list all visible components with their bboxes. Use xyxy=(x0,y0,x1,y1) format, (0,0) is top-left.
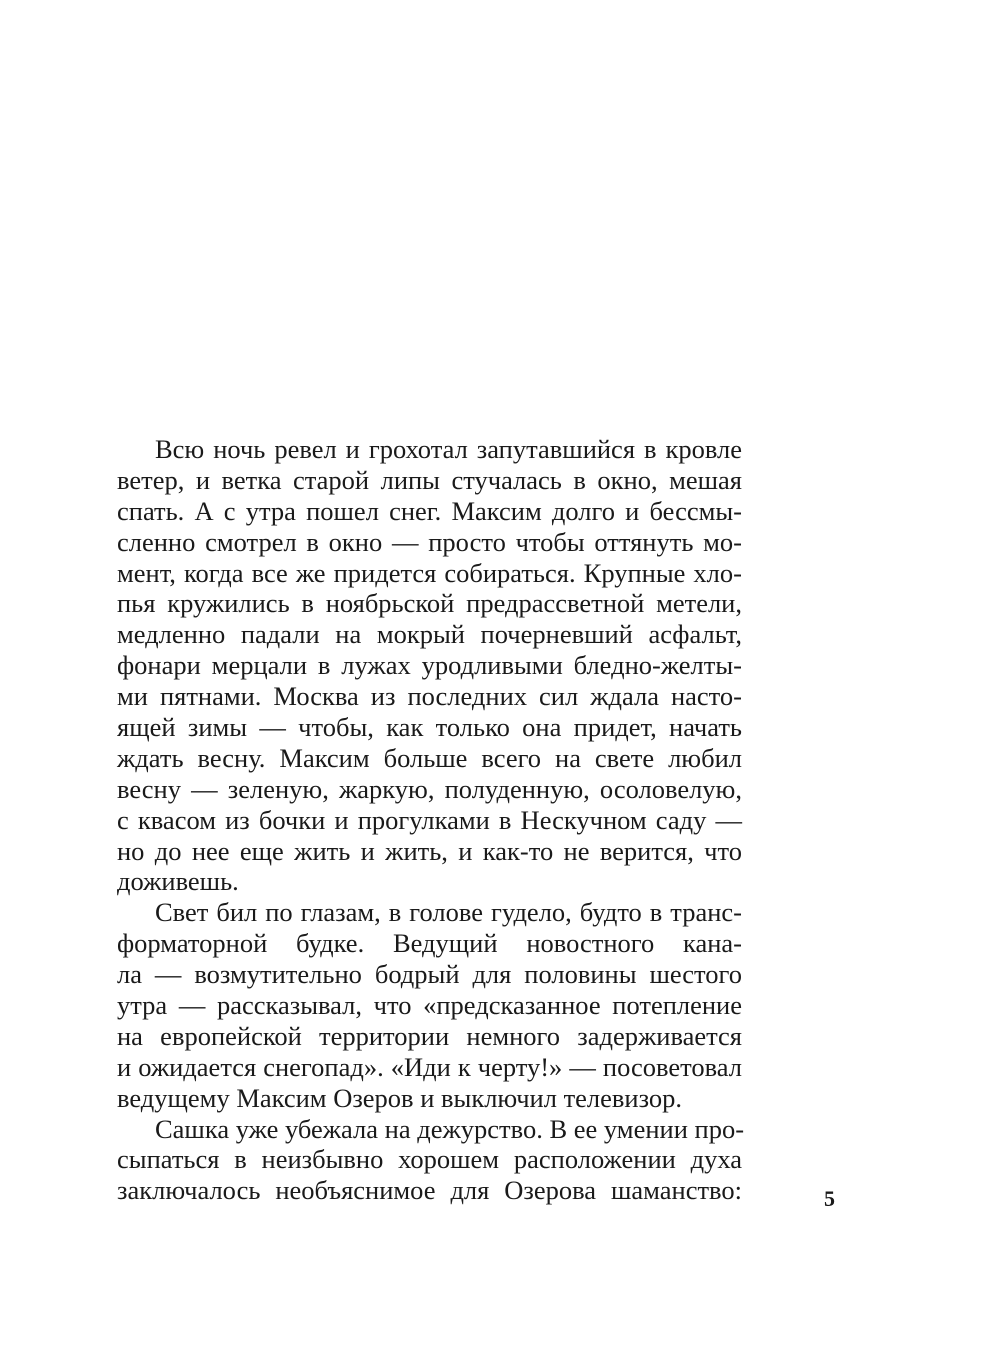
text-line: форматорной будке. Ведущий новостного кана- xyxy=(117,928,742,959)
text-line: доживешь. xyxy=(117,866,239,897)
page-number: 5 xyxy=(824,1186,835,1211)
text-line: Свет бил по глазам, в голове гудело, будто в транс- xyxy=(155,897,742,928)
text-line: ящей зимы — чтобы, как только она придет, начать xyxy=(117,712,742,743)
text-line: ведущему Максим Озеров и выключил телевизор. xyxy=(117,1082,683,1113)
text-line: Сашка уже убежала на дежурство. В ее умении про- xyxy=(155,1113,745,1144)
text-line: ждать весну. Максим больше всего на свете любил xyxy=(117,742,742,773)
paragraph-3 xyxy=(117,1113,745,1207)
text-line: но до нее еще жить и жить, и как-то не верится, что xyxy=(117,835,742,866)
text-line: медленно падали на мокрый почерневший асфальт, xyxy=(117,619,742,650)
text-line: Всю ночь ревел и грохотал запутавшийся в кровле xyxy=(155,434,742,464)
text-line: фонари мерцали в лужах уродливыми бледно-желты- xyxy=(117,650,742,681)
text-line: заключалось необъяснимое для Озерова шаманство: xyxy=(117,1175,742,1206)
body-text xyxy=(117,434,745,1206)
text-line: ми пятнами. Москва из последних сил ждала насто- xyxy=(117,681,742,712)
text-line: спать. А с утра пошел снег. Максим долго и бессмы- xyxy=(117,495,742,526)
text-line: утра — рассказывал, что «предсказанное потепление xyxy=(117,990,742,1021)
text-line: сленно смотрел в окно — просто чтобы оттянуть мо- xyxy=(117,526,742,557)
text-line: пья кружились в ноябрьской предрассветной метели, xyxy=(117,588,742,619)
text-line: сыпаться в неизбывно хорошем расположении духа xyxy=(117,1144,742,1175)
text-line: весну — зеленую, жаркую, полуденную, осоловелую, xyxy=(117,773,742,804)
text-line: на европейской территории немного задерживается xyxy=(117,1020,742,1051)
text-line: и ожидается снегопад». «Иди к черту!» — посоветовал xyxy=(117,1051,742,1082)
text-line: ветер, и ветка старой липы стучалась в окно, мешая xyxy=(117,464,742,495)
text-line: ла — возмутительно бодрый для половины шестого xyxy=(117,959,742,990)
paragraph-2 xyxy=(117,897,742,1113)
paragraph-1 xyxy=(117,434,742,897)
text-line: с квасом из бочки и прогулками в Нескучном саду — xyxy=(117,804,742,835)
text-line: мент, когда все же придется собираться. Крупные хло- xyxy=(117,557,742,588)
